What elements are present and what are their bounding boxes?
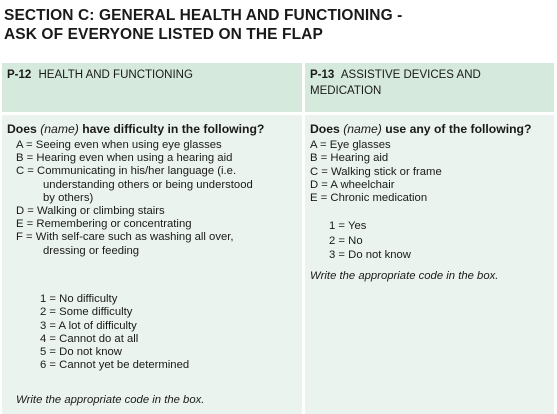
p13-item-e: E = Chronic medication [310,192,428,205]
p13-column [305,63,554,414]
p13-question [310,122,531,136]
p12-code-list [40,293,189,373]
p13-code-3: 3 = Do not know [329,249,411,261]
p12-question [7,122,264,136]
p12-code: P-12 [7,69,32,81]
p12-code-2: 2 = Some difficulty [40,306,133,319]
p13-code: P-13 [310,69,335,81]
section-title-line-2: ASK OF EVERYONE LISTED ON THE FLAP [4,26,323,43]
p13-instruction: Write the appropriate code in the box. [310,270,499,282]
p12-code-3: 3 = A lot of difficulty [40,319,137,332]
p12-question-name: (name) [40,122,79,136]
p13-question-prefix: Does [310,122,344,136]
p13-item-d: D = A wheelchair [310,178,395,191]
p12-code-5: 5 = Do not know [40,346,122,359]
p12-header [2,63,302,115]
p13-code-2: 2 = No [329,234,363,247]
p12-code-1: 1 = No difficulty [40,293,118,305]
p12-header-title: HEALTH AND FUNCTIONING [38,69,193,81]
p13-code-list [329,219,411,263]
p13-question-suffix: use any of the following? [381,122,532,136]
p12-item-c-cont-2: by others) [43,191,94,204]
question-table [2,63,554,414]
p13-item-c: C = Walking stick or frame [310,165,442,178]
p13-question-name: (name) [343,122,382,136]
p12-item-a: A = Seeing even when using eye glasses [16,139,222,151]
p12-item-f-cont-1: dressing or feeding [43,244,140,257]
p12-item-b: B = Hearing even when using a hearing aid [16,152,233,165]
p13-item-list [310,139,442,205]
p12-question-suffix: have difficulty in the following? [78,122,265,136]
p12-code-6: 6 = Cannot yet be determined [40,359,190,372]
p12-column [2,63,302,414]
p12-item-f: F = With self-care such as washing all over, [16,231,234,244]
p13-header [305,63,554,115]
p12-code-4: 4 = Cannot do at all [40,332,139,345]
section-title [4,6,402,44]
p12-question-prefix: Does [7,122,41,136]
p12-item-list [16,139,253,258]
p12-item-d: D = Walking or climbing stairs [16,205,165,218]
p13-item-b: B = Hearing aid [310,152,389,165]
p13-header-title-line-1: ASSISTIVE DEVICES AND [340,69,481,81]
p13-item-a: A = Eye glasses [310,139,391,151]
p12-item-c: C = Communicating in his/her language (i.e. [16,165,237,178]
p13-header-title-line-2: MEDICATION [310,85,382,97]
p12-item-e: E = Remembering or concentrating [16,218,192,231]
p13-code-1: 1 = Yes [329,220,367,232]
p12-item-c-cont-1: understanding others or being understood [43,178,253,191]
section-title-line-1: SECTION C: GENERAL HEALTH AND FUNCTIONING - [4,7,403,24]
p12-instruction: Write the appropriate code in the box. [16,394,205,406]
